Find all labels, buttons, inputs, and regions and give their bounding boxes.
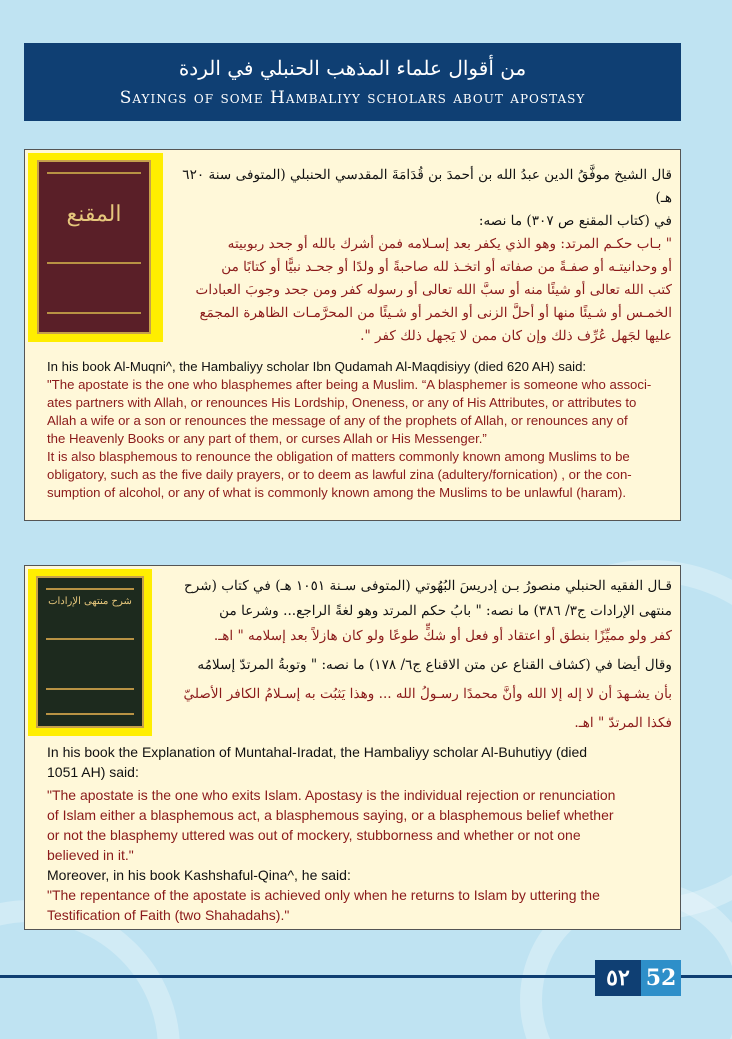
- english-intro: Moreover, in his book Kashshaful-Qina^, he said:: [47, 867, 351, 883]
- page-header: [24, 43, 681, 121]
- english-quote-line: or not the blasphemy uttered was out of mockery, stubborness and whether or not one: [47, 827, 581, 843]
- arabic-line: قال الشيخ موفَّقُ الدين عبدُ الله بن أحمدَ بن قُدَامَةَ المقدسي الحنبلي (المتوفى سنة ٦٢٠ هـ): [182, 167, 672, 206]
- english-quote-line: the Heavenly Books or any part of them, or curses Allah or His Messenger.”: [47, 431, 487, 446]
- book-cover-title: المقنع: [66, 202, 122, 227]
- english-quote-line: Testification of Faith (two Shahadahs).": [47, 907, 290, 923]
- header-title-arabic: من أقوال علماء المذهب الحنبلي في الردة: [178, 56, 527, 80]
- book-cover-title: شرح منتهى الإرادات: [48, 596, 132, 607]
- english-quote-line: "The apostate is the one who exits Islam. Apostasy is the individual rejection or renunciation: [47, 787, 616, 803]
- english-intro: 1051 AH) said:: [47, 764, 139, 780]
- quote-card-al-buhutiyy: [24, 565, 681, 930]
- arabic-quote-line: الخمـس أو شـيئًا منها أو أحلَّ الزنى أو الخمر أو شـيئًا من المحرَّمـات الظاهرة المجمَع: [199, 305, 672, 321]
- arabic-quote-line: بأن يشـهدَ أن لا إله إلا الله وأنَّ محمدًا رسـولُ الله ... وهذا يَثبُت به إسـلامُ الكافر الأصليّ: [183, 686, 672, 702]
- english-quote-line: sumption of alcohol, or any of what is commonly known among the Muslims to be unlawful (haram).: [47, 485, 627, 500]
- header-title-english: Sayings of some Hambaliyy scholars about apostasy: [119, 88, 586, 108]
- english-intro: In his book the Explanation of Muntahal-Iradat, the Hambaliyy scholar Al-Buhutiyy (died: [47, 744, 588, 760]
- page-number-arabic: ٥٢: [595, 960, 641, 996]
- english-text-block: [47, 358, 677, 502]
- english-text-block: [47, 742, 677, 925]
- arabic-quote-line: كتب الله تعالى أو شيئًا منه أو سبَّ الله تعالى أو رسوله كفر ومن جحد وجوبَ العبادات: [195, 282, 672, 298]
- arabic-quote-line: أو وحدانيتـه أو صفـةً من صفاته أو اتخـذ لله صاحبةً أو ولدًا أو جحـد نبيًّا أو كتابًا من: [221, 259, 672, 275]
- quote-card-ibn-qudamah: [24, 149, 681, 521]
- arabic-line: منتهى الإرادات ج٣/ ٣٨٦) ما نصه: " بابُ حكم المرتد وهو لغةً الراجع... وشرعا من: [219, 603, 672, 619]
- page-number-english: 52: [641, 960, 681, 996]
- english-quote-line: of Islam either a blasphemous act, a blasphemous saying, or a blasphemous belief whether: [47, 807, 614, 823]
- english-quote-line: believed in it.": [47, 847, 134, 863]
- arabic-text-block: [152, 574, 672, 736]
- english-quote-line: It is also blasphemous to renounce the obligation of matters commonly known among Muslims to be: [47, 449, 630, 464]
- arabic-quote-line: فكذا المرتدّ " اهـ.: [574, 715, 672, 731]
- book-cover-frame: [28, 153, 163, 342]
- arabic-quote-line: " بـاب حكـم المرتد: وهو الذي يكفر بعد إسـلامه فمن أشرك بالله أو جحد ربوبيته: [227, 236, 672, 252]
- english-intro: In his book Al-Muqni^, the Hambaliyy scholar Ibn Qudamah Al-Maqdisiyy (died 620 AH) said:: [47, 359, 587, 374]
- arabic-quote-line: كفر ولو مميِّزًا بنطق أو اعتقاد أو فعل أو شكٍّ طوعًا ولو كان هازلاً بعد إسلامه " اهـ.: [213, 628, 672, 644]
- english-quote-line: ates partners with Allah, or renounces His Lordship, Oneness, or any of His Attributes, or attributes to: [47, 395, 637, 410]
- arabic-quote-line: عليها لجَهل عُرِّف ذلك وإن كان ممن لا يَجهل ذلك كفر ".: [360, 328, 672, 344]
- english-quote-line: "The repentance of the apostate is achieved only when he returns to Islam by uttering the: [47, 887, 600, 903]
- arabic-line: في (كتاب المقنع ص ٣٠٧) ما نصه:: [478, 213, 672, 229]
- book-cover-al-muqni-image: [37, 160, 151, 334]
- english-quote-line: "The apostate is the one who blasphemes after being a Muslim. “A blasphemer is someone who associ-: [47, 377, 652, 392]
- arabic-text-block: [162, 164, 672, 348]
- english-quote-line: Allah a wife or a son or renounces the message of any of the prophets of Allah, or renounces any of: [47, 413, 628, 428]
- english-quote-line: obligatory, such as the five daily prayers, or to deem as lawful zina (adultery/fornication) , or the con-: [47, 467, 632, 482]
- arabic-line: وقال أيضا في (كشاف القناع عن متن الاقناع ج٦/ ١٧٨) ما نصه: " وتوبةُ المرتدّ إسلامُه: [197, 657, 672, 673]
- book-cover-sharh-muntaha-image: [36, 576, 144, 728]
- arabic-line: قـال الفقيه الحنبلي منصورُ بـن إدريسَ البُهُوتي (المتوفى سـنة ١٠٥١ هـ) في كتاب (شرح: [183, 578, 672, 594]
- book-cover-frame: [28, 569, 152, 736]
